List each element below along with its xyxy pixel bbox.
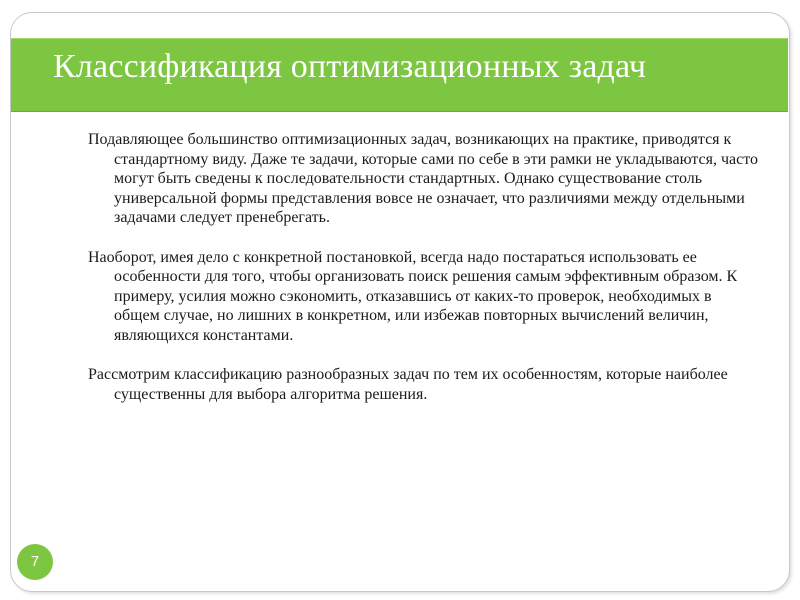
slide-title: Классификация оптимизационных задач [53, 48, 647, 85]
slide-body [88, 130, 758, 404]
page-number-badge: 7 [17, 544, 53, 580]
paragraph-1: Подавляющее большинство оптимизационных задач, возникающих на практике, приводятся к стандартному виду. Даже те задачи, которые сами по себе в эти рамки не укладываются, часто могут быть сведены к последовательности стандартных. Однако существование столь универсальной формы представления вовсе не означает, что различиями между отдельными задачами следует пренебрегать. [88, 131, 758, 226]
paragraph-2: Наоборот, имея дело с конкретной постановкой, всегда надо постараться использовать ее особенности для того, чтобы организовать поиск решения самым эффективным образом. К примеру, усилия можно сэкономить, отказавшись от каких-то проверок, необходимых в общем случае, но лишних в конкретном, или избежав повторных вычислений величин, являющихся константами. [88, 248, 738, 344]
paragraph-3: Рассмотрим классификацию разнообразных задач по тем их особенностям, которые наиболее существенны для выбора алгоритма решения. [88, 366, 728, 403]
